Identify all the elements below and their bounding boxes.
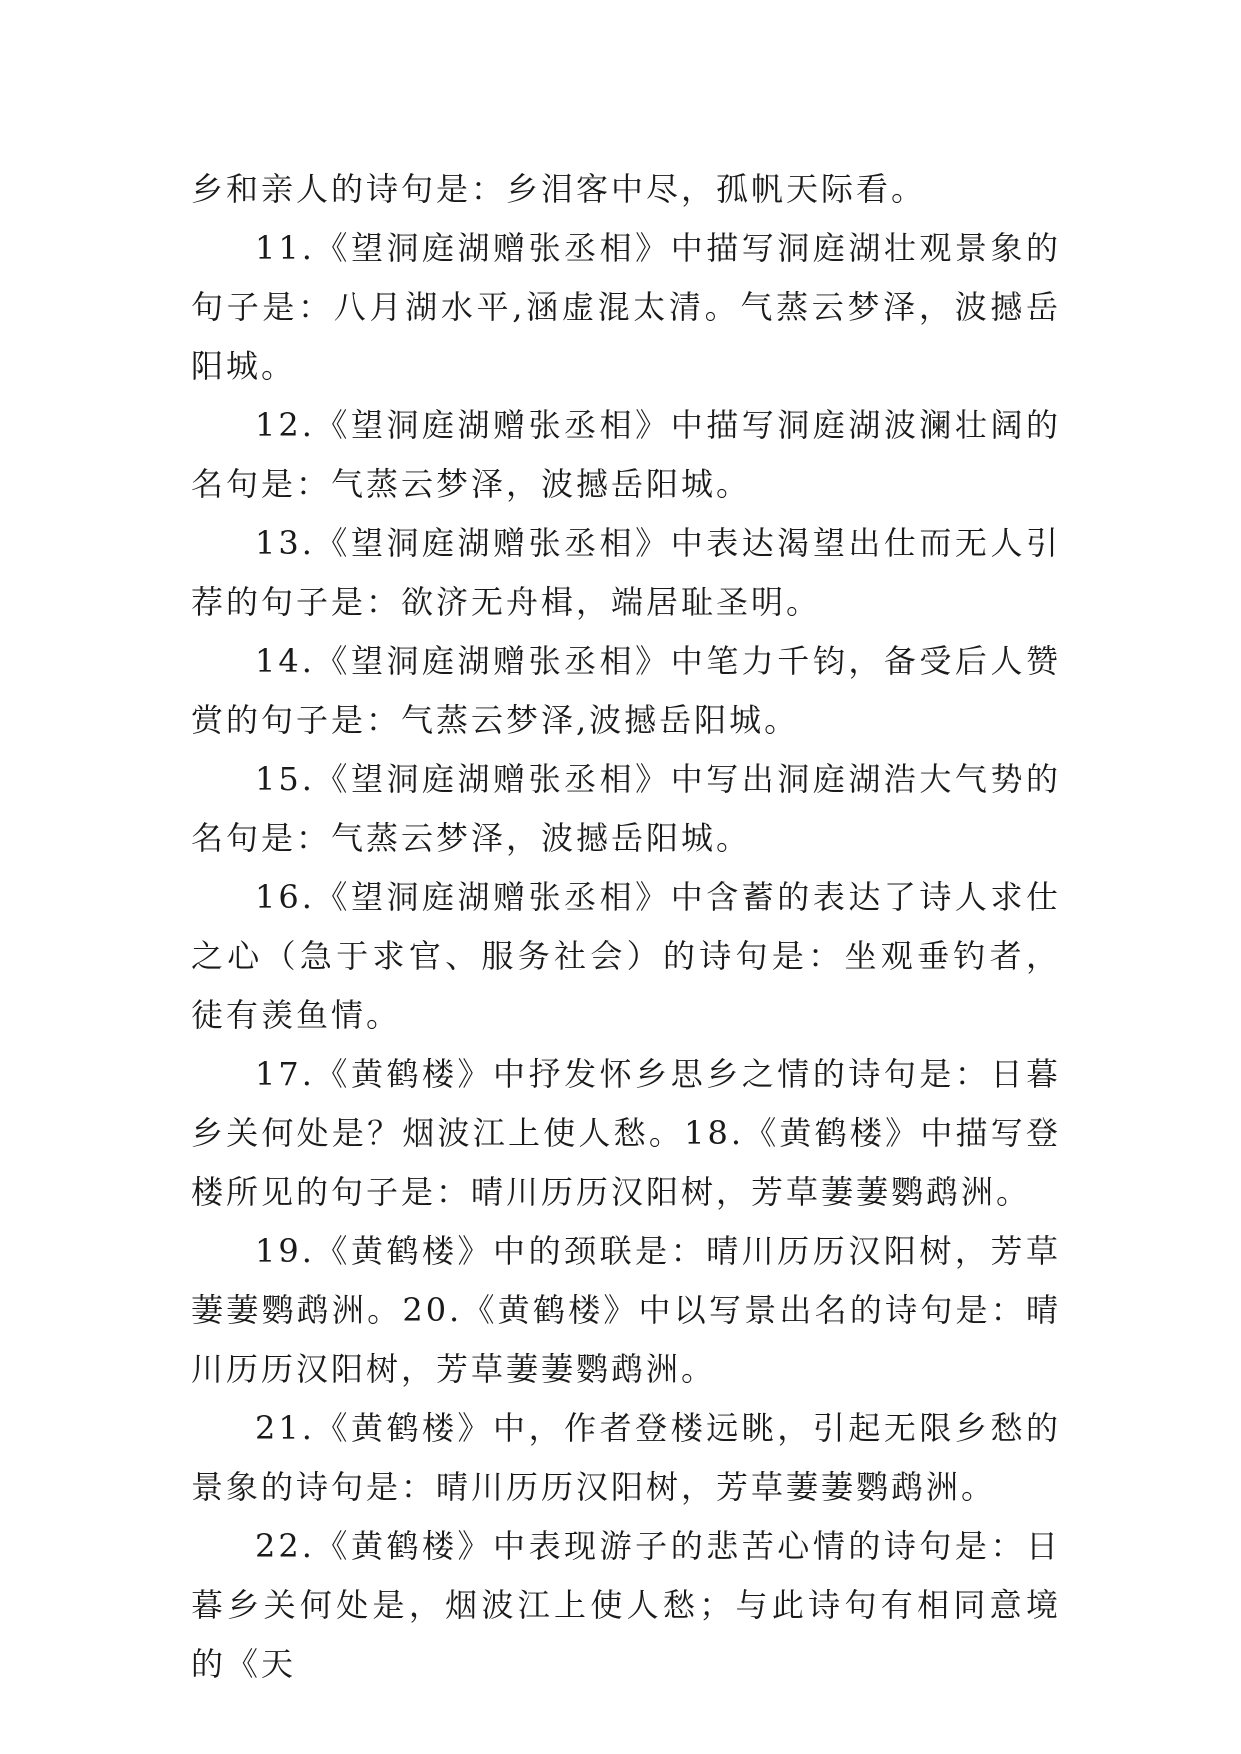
document-body [191,160,1061,1694]
paragraph: 15.《望洞庭湖赠张丞相》中写出洞庭湖浩大气势的名句是：气蒸云梦泽，波撼岳阳城。 [191,760,1061,857]
paragraph: 12.《望洞庭湖赠张丞相》中描写洞庭湖波澜壮阔的名句是：气蒸云梦泽，波撼岳阳城。 [191,406,1061,503]
paragraph: 14.《望洞庭湖赠张丞相》中笔力千钧，备受后人赞赏的句子是：气蒸云梦泽,波撼岳阳城。 [191,642,1061,739]
paragraph: 17.《黄鹤楼》中抒发怀乡思乡之情的诗句是：日暮乡关何处是？烟波江上使人愁。18.《黄鹤楼》中描写登楼所见的句子是：晴川历历汉阳树，芳草萋萋鹦鹉洲。 [191,1055,1061,1211]
paragraph: 21.《黄鹤楼》中，作者登楼远眺，引起无限乡愁的景象的诗句是：晴川历历汉阳树，芳草萋萋鹦鹉洲。 [191,1409,1061,1506]
paragraph: 11.《望洞庭湖赠张丞相》中描写洞庭湖壮观景象的句子是：八月湖水平,涵虚混太清。气蒸云梦泽，波撼岳阳城。 [191,229,1061,385]
paragraph: 22.《黄鹤楼》中表现游子的悲苦心情的诗句是：日暮乡关何处是，烟波江上使人愁；与此诗句有相同意境的《天 [191,1527,1061,1683]
paragraph: 13.《望洞庭湖赠张丞相》中表达渴望出仕而无人引荐的句子是：欲济无舟楫，端居耻圣明。 [191,524,1061,621]
paragraph: 19.《黄鹤楼》中的颈联是：晴川历历汉阳树，芳草萋萋鹦鹉洲。20.《黄鹤楼》中以写景出名的诗句是：晴川历历汉阳树，芳草萋萋鹦鹉洲。 [191,1232,1061,1388]
paragraph: 16.《望洞庭湖赠张丞相》中含蓄的表达了诗人求仕之心（急于求官、服务社会）的诗句是：坐观垂钓者，徒有羡鱼情。 [191,878,1061,1034]
paragraph: 乡和亲人的诗句是：乡泪客中尽，孤帆天际看。 [191,170,927,208]
